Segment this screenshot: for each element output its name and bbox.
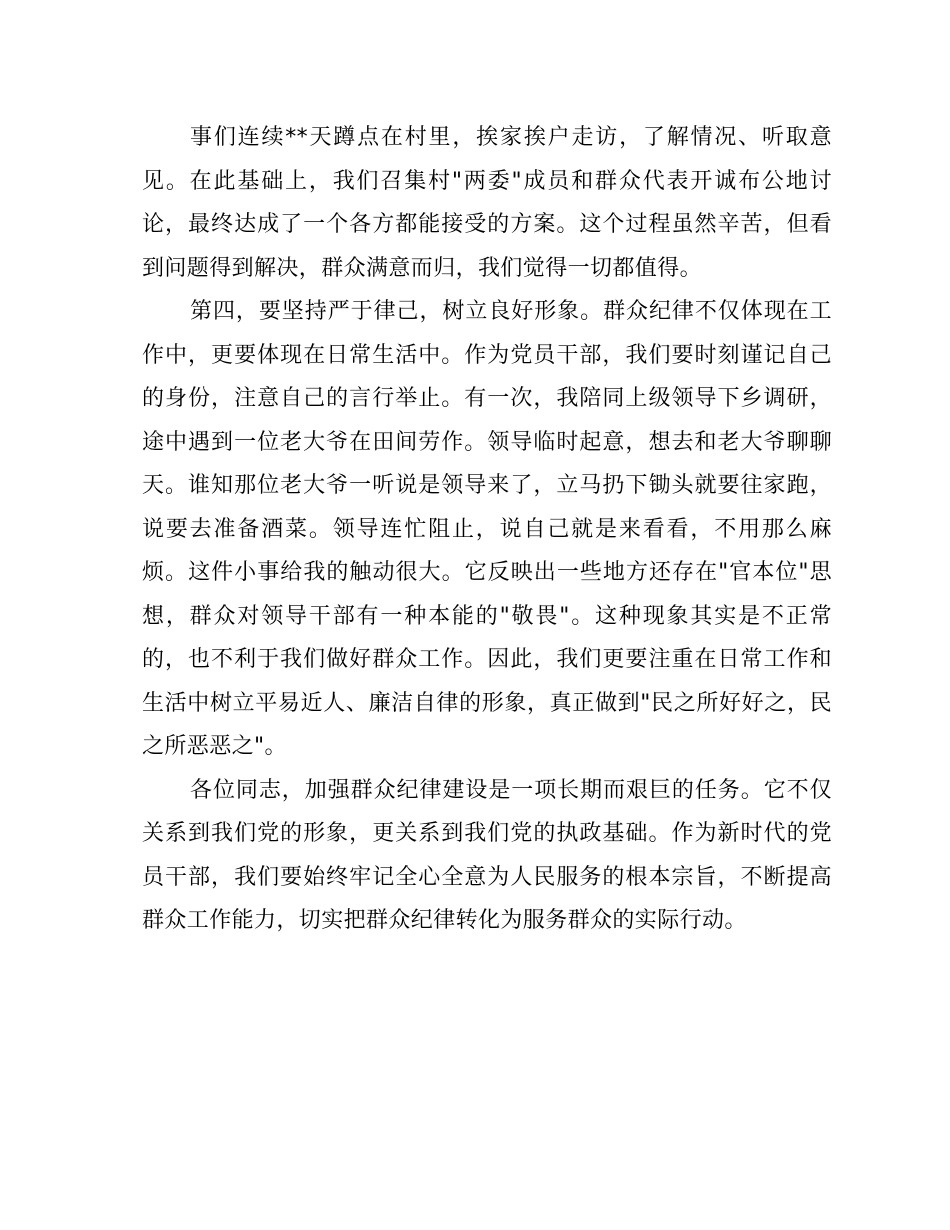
paragraph-1: 事们连续**天蹲点在村里，挨家挨户走访，了解情况、听取意见。在此基础上，我们召集村"两委"成员和群众代表开诚布公地讨论，最终达成了一个各方都能接受的方案。这个过程虽然辛苦，但看到问题得到解决，群众满意而归，我们觉得一切都值得。 <box>142 125 832 281</box>
paragraph-2: 第四，要坚持严于律己，树立良好形象。群众纪律不仅体现在工作中，更要体现在日常生活中。作为党员干部，我们要时刻谨记自己的身份，注意自己的言行举止。有一次，我陪同上级领导下乡调研，途中遇到一位老大爷在田间劳作。领导临时起意，想去和老大爷聊聊天。谁知那位老大爷一听说是领导来了，立马扔下锄头就要往家跑，说要去准备酒菜。领导连忙阻止，说自己就是来看看，不用那么麻烦。这件小事给我的触动很大。它反映出一些地方还存在"官本位"思想，群众对领导干部有一种本能的"敬畏"。这种现象其实是不正常的，也不利于我们做好群众工作。因此，我们更要注重在日常工作和生活中树立平易近人、廉洁自律的形象，真正做到"民之所好好之，民之所恶恶之"。 <box>142 299 832 759</box>
body-text <box>142 116 832 943</box>
paragraph-3: 各位同志，加强群众纪律建设是一项长期而艰巨的任务。它不仅关系到我们党的形象，更关系到我们党的执政基础。作为新时代的党员干部，我们要始终牢记全心全意为人民服务的根本宗旨，不断提高群众工作能力，切实把群众纪律转化为服务群众的实际行动。 <box>142 777 832 933</box>
